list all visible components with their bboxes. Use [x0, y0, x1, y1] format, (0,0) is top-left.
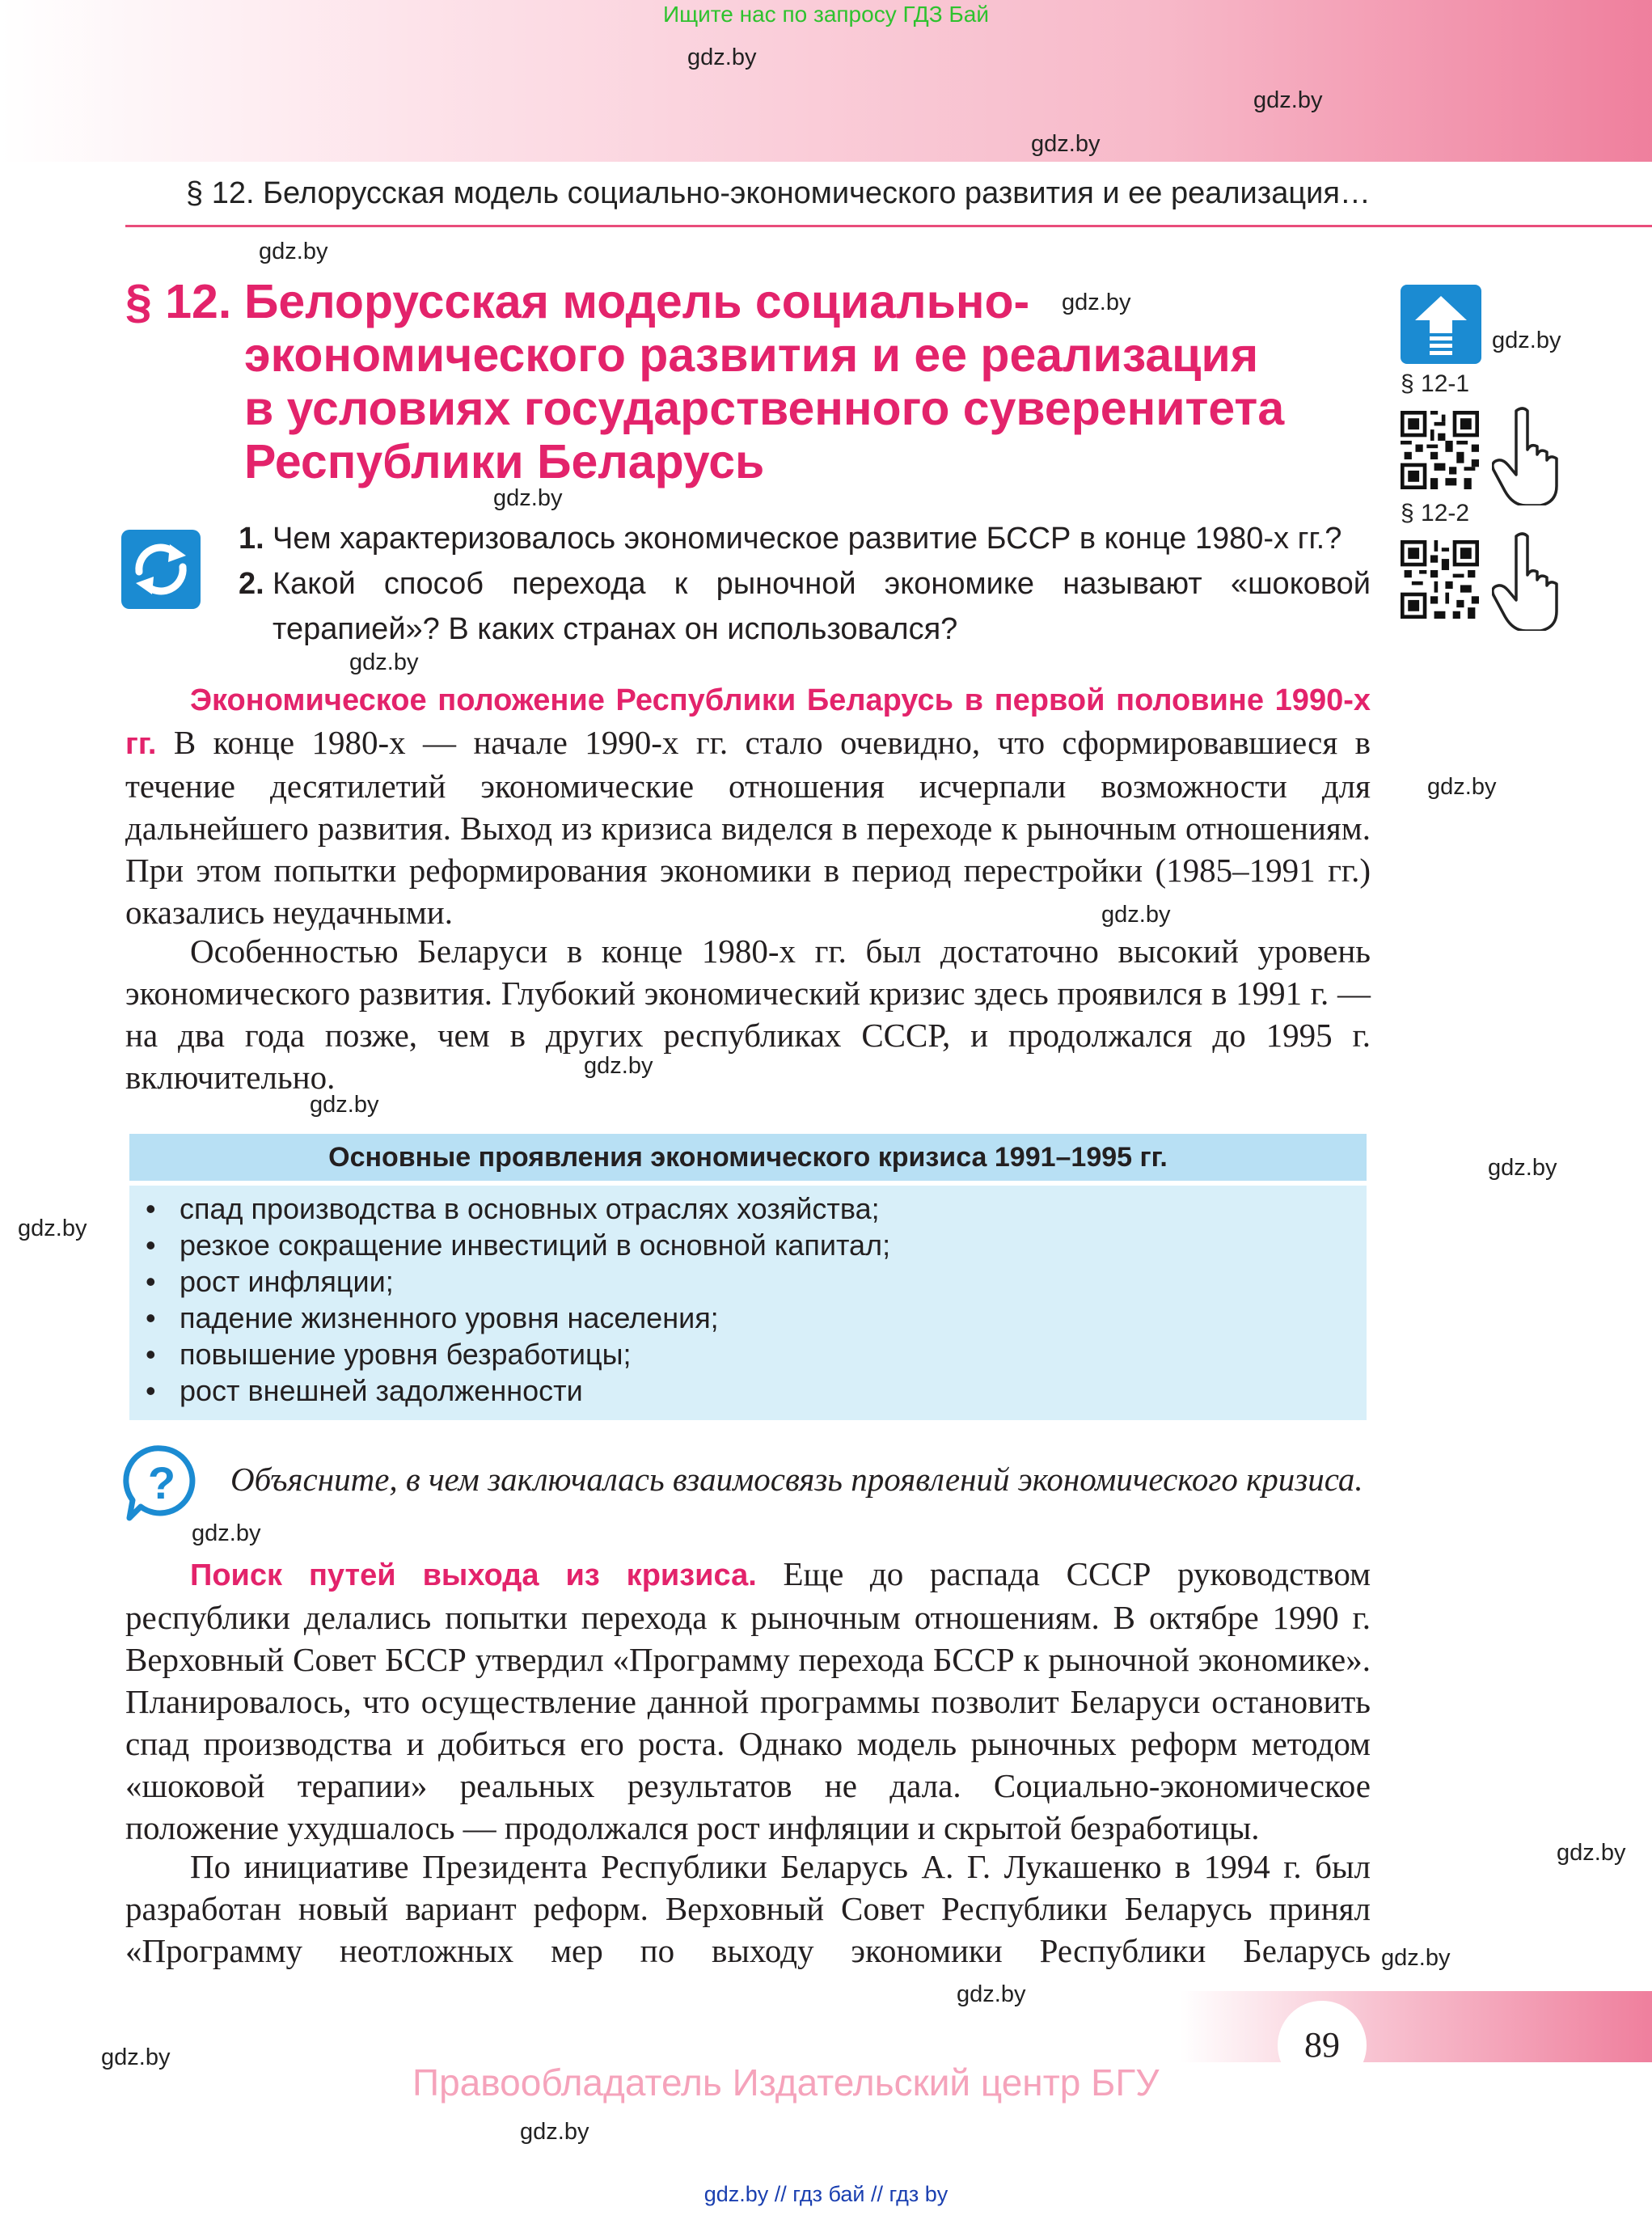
qr-label-12-2: § 12-2	[1401, 500, 1470, 526]
qr-label-12-1: § 12-1	[1401, 370, 1470, 397]
list-item: • повышение уровня безработицы;	[146, 1336, 1197, 1372]
watermark: gdz.by	[1427, 774, 1497, 800]
list-item	[239, 561, 1371, 652]
qr-code-icon[interactable]	[1401, 411, 1479, 489]
watermark: gdz.by	[192, 1520, 261, 1546]
page-number: 89	[1278, 2001, 1367, 2090]
watermark: gdz.by	[1492, 328, 1561, 353]
hand-pointer-icon	[1492, 404, 1569, 509]
question-icon	[123, 1444, 201, 1524]
watermark: gdz.by	[310, 1092, 379, 1118]
list-item: • спад производства в основных отраслях хозяйства;	[146, 1190, 1197, 1227]
header-rule	[125, 225, 1652, 227]
svg-text:?: ?	[147, 1457, 176, 1508]
list-item: • рост инфляции;	[146, 1263, 1197, 1300]
qr-code-icon[interactable]	[1401, 540, 1479, 619]
watermark: gdz.by	[1101, 902, 1171, 928]
watermark: gdz.by	[349, 649, 419, 675]
section-title: Белорусская модель социально- экономического развития и ее реализация в условиях государственного суверенитета Республики Беларусь	[244, 275, 1285, 488]
explain-task: Объясните, в чем заключалась взаимосвязь проявлений экономического кризиса.	[230, 1461, 1363, 1498]
copyright-notice: Правообладатель Издательский центр БГУ	[412, 2061, 1160, 2103]
watermark: gdz.by	[1381, 1945, 1451, 1971]
watermark: gdz.by	[687, 44, 757, 70]
watermark: gdz.by	[1253, 87, 1323, 113]
watermark: gdz.by	[584, 1053, 653, 1079]
section-heading: Экономическое положение Республики Беларусь в первой половине 1990-х гг.	[125, 683, 1371, 761]
search-hint[interactable]: Ищите нас по запросу ГДЗ Бай	[662, 2, 990, 27]
section-heading: Поиск путей выхода из кризиса.	[190, 1558, 757, 1592]
paragraph	[125, 678, 1371, 933]
paragraph-text: Еще до распада СССР руководством республики делались попытки перехода к рыночным отношениям. В октябре 1990 г. Верховный Совет БССР утвердил «Программу перехода БССР к рыночной экономике». Планировалось, что осуществление данной программы позволит Беларуси остановить спад производства и добиться его роста. Однако модель рыночных реформ методом «шоковой терапии» реальных результатов не дала. Социально-экономическое положение ухудшалось — продолжался рост инфляции и скрытой безработицы.	[125, 1555, 1371, 1846]
list-item	[239, 516, 1371, 561]
paragraph-text: В конце 1980-х — начале 1990-х гг. стало очевидно, что сформировавшиеся в течение десятилетий экономические отношения исчерпали возможности для дальнейшего развития. Выход из кризиса виделся в переходе к рыночным отношениям. При этом попытки реформирования экономики в период перестройки (1985–1991 гг.) оказались неудачными.	[125, 724, 1371, 931]
watermark: gdz.by	[101, 2044, 171, 2070]
list-item: • резкое сокращение инвестиций в основной капитал;	[146, 1227, 1197, 1263]
list-item: • рост внешней задолженности	[146, 1372, 1197, 1409]
watermark: gdz.by	[1557, 1840, 1626, 1866]
list-item: • падение жизненного уровня населения;	[146, 1300, 1197, 1336]
watermark: gdz.by	[493, 485, 563, 511]
watermark: gdz.by	[18, 1216, 87, 1241]
paragraph: По инициативе Президента Республики Беларусь А. Г. Лукашенко в 1994 г. был разработан новый вариант реформ. Верховный Совет Республики Беларусь принял «Программу неотложных мер по выходу экономики Республики Беларусь	[125, 1848, 1371, 1969]
question-number: 2.	[239, 567, 264, 601]
review-questions	[239, 516, 1371, 652]
watermark: gdz.by	[259, 239, 328, 264]
watermark: gdz.by	[520, 2119, 589, 2145]
watermark: gdz.by	[1031, 131, 1101, 157]
question-text: Чем характеризовалось экономическое развитие БССР в конце 1980-х гг.?	[273, 522, 1342, 556]
crisis-box-title: Основные проявления экономического кризиса 1991–1995 гг.	[129, 1134, 1367, 1181]
paragraph: Особенностью Беларуси в конце 1980-х гг. был достаточно высокий уровень экономического развития. Глубокий экономический кризис здесь проявился в 1991 г. — на два года позже, чем в других республиках СССР, и продолжался до 1995 г. включительно.	[125, 932, 1371, 1096]
question-number: 1.	[239, 522, 264, 556]
question-text: Какой способ перехода к рыночной экономике называют «шоковой терапией»? В каких странах он использовался?	[273, 567, 1371, 646]
paragraph	[125, 1553, 1371, 1849]
section-number: § 12.	[125, 275, 232, 328]
up-arrow-icon[interactable]	[1401, 285, 1481, 364]
footer-band	[1181, 1991, 1652, 2062]
running-head: § 12. Белорусская модель социально-экономического развития и ее реализация…	[186, 176, 1371, 210]
hand-pointer-icon	[1492, 530, 1569, 635]
crisis-list	[146, 1190, 1197, 1409]
watermark: gdz.by	[1062, 290, 1131, 315]
watermark: gdz.by	[1488, 1155, 1557, 1181]
watermark: gdz.by	[957, 1981, 1026, 2007]
page-title	[125, 275, 1419, 493]
review-icon	[121, 530, 201, 609]
footer-links[interactable]: gdz.by // гдз бай // гдз by	[703, 2182, 949, 2206]
